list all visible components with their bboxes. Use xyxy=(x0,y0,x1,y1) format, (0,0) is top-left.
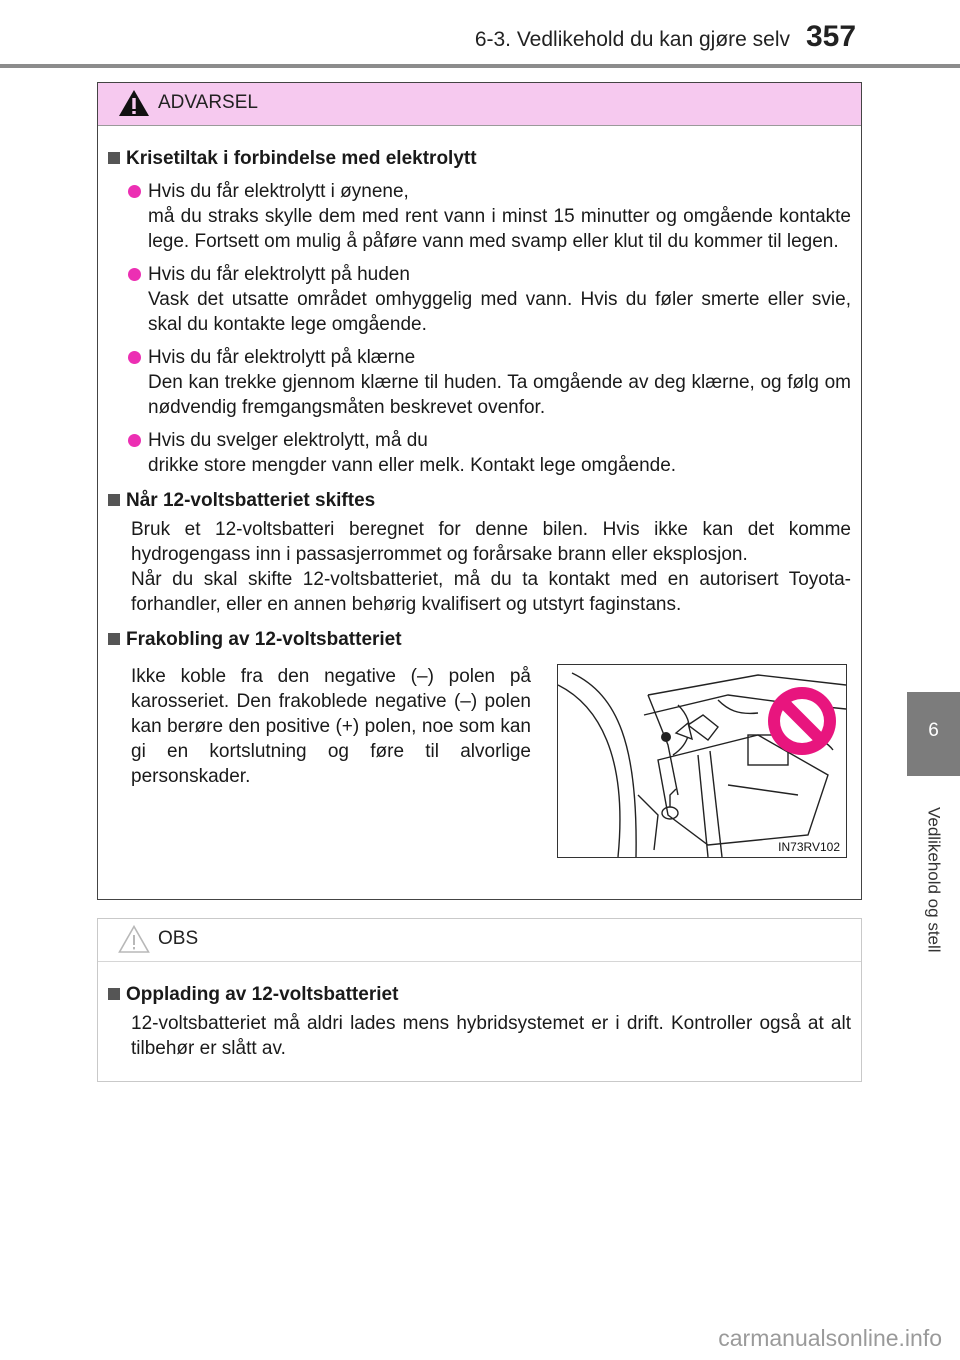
section-title-text: Opplading av 12-voltsbatteriet xyxy=(126,984,399,1005)
warning-header xyxy=(98,83,861,126)
section-heading xyxy=(108,627,851,652)
round-bullet-icon xyxy=(128,434,141,447)
list-item xyxy=(108,428,851,478)
caution-triangle-icon xyxy=(118,925,150,953)
warning-triangle-icon xyxy=(118,89,150,117)
page-number: 357 xyxy=(806,20,857,53)
section-title-text: Frakobling av 12-voltsbatteriet xyxy=(126,629,402,650)
item-lead: Hvis du får elektrolytt på klærne xyxy=(148,347,416,368)
round-bullet-icon xyxy=(128,351,141,364)
item-body: Vask det utsatte området omhyggelig med vann. Hvis du føler smerte eller svie, skal du kontakte lege omgående. xyxy=(148,289,851,335)
item-lead: Hvis du får elektrolytt i øynene, xyxy=(148,181,409,202)
round-bullet-icon xyxy=(128,185,141,198)
item-body: drikke store mengder vann eller melk. Kontakt lege omgående. xyxy=(148,455,677,476)
list-item xyxy=(108,179,851,254)
notice-content xyxy=(98,962,861,1061)
battery-terminal-image xyxy=(558,665,846,857)
battery-illustration xyxy=(557,664,847,858)
prohibition-icon xyxy=(768,687,836,755)
header-divider xyxy=(0,64,960,68)
item-lead: Hvis du får elektrolytt på huden xyxy=(148,264,410,285)
notice-header xyxy=(98,919,861,962)
chapter-tab xyxy=(907,780,960,980)
list-item xyxy=(108,262,851,337)
chapter-tab-number: 6 xyxy=(907,692,960,776)
paragraph: Bruk et 12-voltsbatteri beregnet for denne bilen. Hvis ikke kan det komme hydrogengass inn i passasjerrommet og forårsake brann eller eksplosjon. xyxy=(131,519,851,565)
square-bullet-icon xyxy=(108,152,120,164)
section-title-text: Krisetiltak i forbindelse med elektrolytt xyxy=(126,148,477,169)
paragraph: 12-voltsbatteriet må aldri lades mens hybridsystemet er i drift. Kontroller også at alt tilbehør er slått av. xyxy=(131,1013,851,1059)
notice-box xyxy=(97,918,862,1082)
notice-label: OBS xyxy=(158,928,199,949)
item-body: Den kan trekke gjennom klærne til huden. Ta omgående av deg klærne, og følg om nødvendig fremgangsmåten beskrevet ovenfor. xyxy=(148,372,851,418)
section-title: 6-3. Vedlikehold du kan gjøre selv xyxy=(474,28,790,51)
chapter-tab-label: Vedlikehold og stell xyxy=(924,807,944,953)
text-with-figure xyxy=(108,664,851,858)
square-bullet-icon xyxy=(108,494,120,506)
item-lead: Hvis du svelger elektrolytt, må du xyxy=(148,430,428,451)
square-bullet-icon xyxy=(108,988,120,1000)
watermark: carmanualsonline.info xyxy=(718,1325,942,1351)
section-heading xyxy=(108,982,851,1007)
section-heading xyxy=(108,146,851,171)
warning-box xyxy=(97,82,862,900)
section-heading xyxy=(108,488,851,513)
list-item xyxy=(108,345,851,420)
paragraph: Når du skal skifte 12-voltsbatteriet, må du ta kontakt med en autorisert Toyota-forhandler, eller en annen behørig kvalifisert og utstyrt faginstans. xyxy=(131,569,851,615)
warning-content xyxy=(98,126,861,858)
warning-label: ADVARSEL xyxy=(158,92,258,113)
round-bullet-icon xyxy=(128,268,141,281)
item-body: må du straks skylle dem med rent vann i minst 15 minutter og omgående kontakte lege. Fortsett om mulig å påføre vann med svamp eller klut til du kommer til legen. xyxy=(148,206,851,252)
figure-code: IN73RV102 xyxy=(778,840,840,854)
section-title-text: Når 12-voltsbatteriet skiftes xyxy=(126,490,376,511)
square-bullet-icon xyxy=(108,633,120,645)
paragraph: Ikke koble fra den negative (–) polen på karosseriet. Den frakoblede negative (–) polen kan berøre den positive (+) polen, noe som kan gi en kortslutning og føre til alvorlige personskader. xyxy=(131,666,531,787)
